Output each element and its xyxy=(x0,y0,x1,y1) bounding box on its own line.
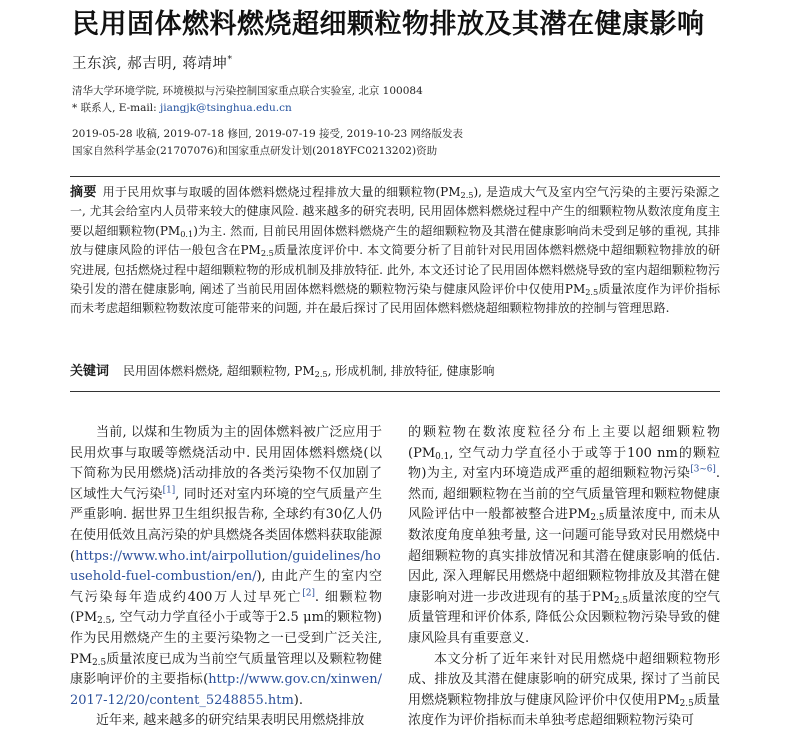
bottom-divider xyxy=(70,391,720,392)
paragraph xyxy=(408,423,720,650)
abstract-label: 摘要 xyxy=(70,185,97,200)
gov-url-link[interactable]: http://www.gov.cn/xinwen/2017-12/20/content_5248855.htm xyxy=(70,672,382,708)
author-list xyxy=(72,52,232,73)
body-text: 质量浓度中, 而未从数浓度角度单独考量, 这一问题可能导致对民用燃烧中超细颗粒物的真实排放情况和其潜在健康影响的低估. 因此, 深入理解民用燃烧中超细颗粒物排放及其潜在健康影响对进一步改进现有的基于PM xyxy=(408,507,721,605)
subscript: 0.1 xyxy=(435,451,450,462)
abstract-text: 质量浓度作为评价指标而未考虑超细颗粒物数浓度可能带来的问题, 并在最后探讨了民用固体燃料燃烧超细颗粒物排放的控制与管理思路. xyxy=(70,282,720,316)
keywords-text: , 形成机制, 排放特征, 健康影响 xyxy=(327,364,495,378)
body-text: 当前, 以煤和生物质为主的固体燃料被广泛应用于民用炊事与取暖等燃烧活动中. 民用固体燃料燃烧(以下简称为民用燃烧)活动排放的各类污染物不仅加剧了区域性大气污染 xyxy=(70,425,382,502)
abstract-text: )为主. 然而, 目前民用固体燃料燃烧产生的超细颗粒物及其潜在健康影响尚未受到足够的重视, 其排放与健康风险的评估一般包含在PM xyxy=(70,223,720,258)
subscript: 2.5 xyxy=(314,369,328,380)
abstract xyxy=(70,183,720,319)
body-text: 质量浓度已成为当前空气质量管理以及颗粒物健康影响评价的主要指标( xyxy=(70,651,382,688)
body-text: , 空气动力学直径小于或等于2.5 μm的颗粒物)作为民用燃烧产生的主要污染物之一已受到广泛关注, PM xyxy=(70,610,382,667)
subscript: 2.5 xyxy=(679,698,694,709)
body-text: . 细颗粒物(PM xyxy=(70,589,382,626)
body-text: 质量浓度的空气质量管理和评价体系, 降低公众因颗粒物污染导致的健康风险具有重要意义. xyxy=(408,589,720,646)
body-left-column xyxy=(70,423,382,732)
body-text: 本文分析了近年来针对民用燃烧中超细颗粒物形成、排放及其潜在健康影响的研究成果, 探讨了当前民用燃烧颗粒物排放与健康风险评价中仅使用PM xyxy=(408,651,720,708)
subscript: 2.5 xyxy=(590,513,605,524)
received-dates: 2019-05-28 收稿, 2019-07-18 修回, 2019-07-19 接受, 2019-10-23 网络版发表 xyxy=(72,128,464,140)
abstract-text: 用于民用炊事与取暖的固体燃料燃烧过程排放大量的细颗粒物(PM xyxy=(102,185,461,199)
top-divider xyxy=(70,176,720,177)
subscript: 2.5 xyxy=(613,595,629,606)
paragraph: 近年来, 越来越多的研究结果表明民用燃烧排放 xyxy=(96,713,365,729)
paragraph xyxy=(70,423,382,711)
keywords-label: 关键词 xyxy=(70,364,110,379)
body-text: ). xyxy=(293,692,303,708)
affiliation: 清华大学环境学院, 环境模拟与污染控制国家重点联合实验室, 北京 100084 xyxy=(72,85,423,97)
corresponding-mark: * xyxy=(227,55,233,66)
paragraph xyxy=(408,650,720,732)
body-text: . 然而, 超细颗粒物在当前的空气质量管理和颗粒物健康风险评估中一般都被整合进PM xyxy=(408,466,720,523)
contact-email-link[interactable]: jiangjk@tsinghua.edu.cn xyxy=(159,102,292,114)
body-text: ), 由此产生的室内空气污染每年造成约400万人过早死亡 xyxy=(70,569,382,605)
contact-label: * 联系人, E-mail: xyxy=(72,102,160,114)
subscript: 2.5 xyxy=(585,287,599,298)
body-text: 的颗粒物在数浓度粒径分布上主要以超细颗粒物(PM xyxy=(408,425,720,461)
paper-title: 民用固体燃料燃烧超细颗粒物排放及其潜在健康影响 xyxy=(72,9,705,40)
subscript: 2.5 xyxy=(97,616,112,627)
abstract-text: 质量浓度评价中. 本文简要分析了目前针对民用固体燃料燃烧中超细颗粒物排放的研究进展, 包括燃烧过程中超细颗粒物的形成机制及排放特征. 此外, 本文还讨论了民用固体燃料燃烧导致的室内超细颗粒物污染引发的潜在健康影响, 阐述了当前民用固体燃料燃烧的颗粒物污染与健康风险评价中仅使用PM xyxy=(70,243,720,297)
body-text: , 同时还对室内环境的空气质量产生严重影响. 据世界卫生组织报告称, 全球约有30亿人仍在使用低效且高污染的炉具燃烧各类固体燃料获取能源( xyxy=(70,486,383,564)
funding-info: 国家自然科学基金(21707076)和国家重点研发计划(2018YFC0213202)资助 xyxy=(72,145,438,157)
authors-text: 王东滨, 郝吉明, 蒋靖坤 xyxy=(72,56,228,72)
keywords xyxy=(70,360,495,379)
body-right-column xyxy=(408,423,720,732)
keywords-text: 民用固体燃料燃烧, 超细颗粒物, PM xyxy=(123,364,315,378)
contact-line xyxy=(72,100,292,115)
citation-link[interactable]: [1] xyxy=(162,485,176,496)
abstract-text: ), 是造成大气及室内空气污染的主要污染源之一, 尤其会给室内人员带来较大的健康风险. 越来越多的研究表明, 民用固体燃料燃烧过程中产生的细颗粒物从数浓度角度主要以超细颗粒物(PM xyxy=(70,185,720,238)
citation-link[interactable]: [2] xyxy=(302,588,315,599)
subscript: 0.1 xyxy=(180,228,194,239)
body-text: 质量浓度作为评价指标而未单独考虑超细颗粒物污染可 xyxy=(408,692,720,729)
subscript: 2.5 xyxy=(260,248,274,259)
subscript: 2.5 xyxy=(460,190,474,201)
subscript: 2.5 xyxy=(92,657,107,668)
citation-link[interactable]: [3~6] xyxy=(690,464,716,475)
body-text: , 空气动力学直径小于或等于100 nm的颗粒物)为主, 对室内环境造成严重的超细颗粒物污染 xyxy=(408,445,720,482)
who-url-link[interactable]: https://www.who.int/airpollution/guidelines/household-fuel-combustion/en/ xyxy=(70,548,381,585)
